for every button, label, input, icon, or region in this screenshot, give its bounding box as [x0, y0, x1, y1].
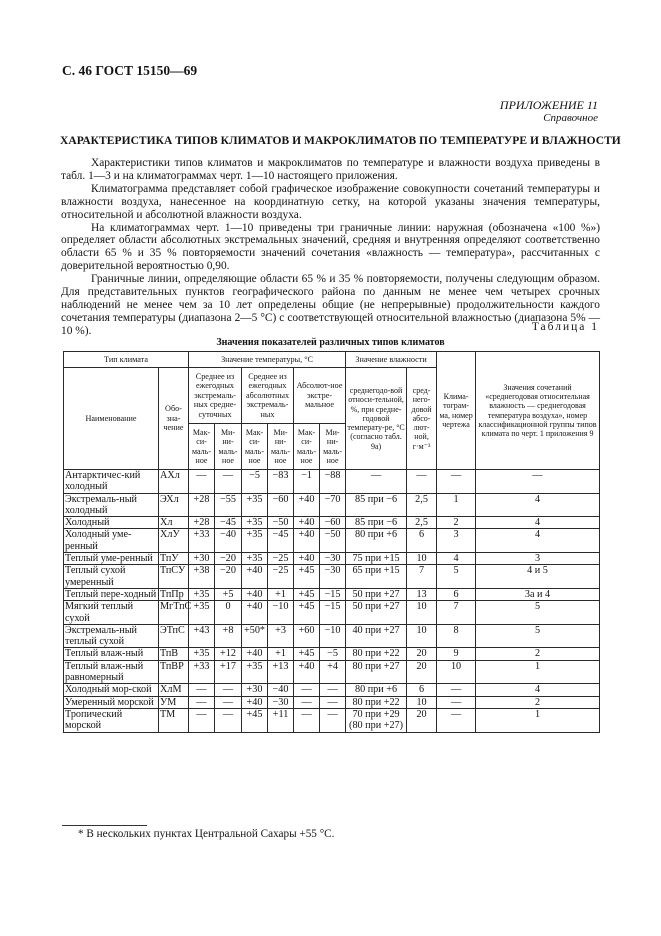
- table-row: [64, 696, 600, 708]
- cell-group: 4 и 5: [476, 565, 600, 589]
- cell-climatogram: —: [437, 696, 476, 708]
- cell-avg-abs-min: −10: [268, 601, 294, 625]
- cell-avg-abs-min: −25: [268, 565, 294, 589]
- cell-avg-abs-min: +11: [268, 708, 294, 732]
- cell-avg-daily-min: —: [215, 696, 242, 708]
- cell-climatogram: 6: [437, 588, 476, 600]
- cell-avg-daily-max: +38: [189, 565, 215, 589]
- cell-relative-humidity: 80 при +6: [346, 529, 407, 553]
- table-row: [64, 660, 600, 684]
- paragraph: Характеристики типов климатов и макроклиматов по температуре и влажности воздуха приведены в табл. 1—3 и на климатограммах черт. 1—10 настоящего приложения.: [61, 157, 600, 182]
- cell-avg-abs-max: +30: [242, 684, 268, 696]
- table-label: Таблица 1: [531, 321, 599, 333]
- header-max: Мак-си-маль-ное: [242, 424, 268, 470]
- cell-climatogram: 10: [437, 660, 476, 684]
- table-body: [64, 470, 600, 733]
- cell-absolute-humidity: 20: [407, 648, 437, 660]
- cell-avg-abs-max: +50*: [242, 624, 268, 648]
- footnote: * В нескольких пунктах Центральной Сахары +55 °С.: [78, 828, 335, 840]
- cell-abs-extreme-max: +40: [294, 553, 320, 565]
- header-max: Мак-си-маль-ное: [189, 424, 215, 470]
- cell-relative-humidity: —: [346, 470, 407, 494]
- cell-avg-abs-min: −50: [268, 517, 294, 529]
- cell-name: Холодный уме-ренный: [64, 529, 159, 553]
- cell-abs-extreme-max: −1: [294, 470, 320, 494]
- cell-abs-extreme-min: −50: [320, 529, 346, 553]
- cell-absolute-humidity: 13: [407, 588, 437, 600]
- cell-absolute-humidity: 10: [407, 553, 437, 565]
- cell-abs-extreme-max: +40: [294, 660, 320, 684]
- cell-avg-daily-max: +30: [189, 553, 215, 565]
- cell-avg-abs-min: +3: [268, 624, 294, 648]
- cell-group: 1: [476, 708, 600, 732]
- cell-relative-humidity: 80 при +22: [346, 696, 407, 708]
- cell-relative-humidity: 65 при +15: [346, 565, 407, 589]
- cell-designation: Хл: [159, 517, 189, 529]
- cell-climatogram: —: [437, 708, 476, 732]
- cell-name: Теплый влаж-ный равномерный: [64, 660, 159, 684]
- cell-abs-extreme-min: +4: [320, 660, 346, 684]
- cell-absolute-humidity: 20: [407, 708, 437, 732]
- paragraph: Граничные линии, определяющие области 65 % и 35 % повторяемости, получены следующим образом. Для представительных пунктов географического района по данным не менее чем четырех срочных наблюдений не менее чем за 10 лет определены общие (не непрерывные) продолжительности каждого сочетания температуры (диапазона 2—5 °С) с соответствующей относительной влажностью (диапазона 5% — 10 %).: [61, 273, 600, 337]
- cell-climatogram: 3: [437, 529, 476, 553]
- header-absolute-humidity: сред-него-довой абсо-лют-ной, г·м⁻³: [407, 368, 437, 470]
- cell-absolute-humidity: 6: [407, 529, 437, 553]
- cell-relative-humidity: 50 при +27: [346, 588, 407, 600]
- table-row: [64, 553, 600, 565]
- header-designation: Обо-зна-чение: [159, 368, 189, 470]
- cell-relative-humidity: 80 при +6: [346, 684, 407, 696]
- cell-abs-extreme-max: —: [294, 708, 320, 732]
- cell-designation: ЭХл: [159, 493, 189, 517]
- cell-abs-extreme-max: +45: [294, 601, 320, 625]
- table-row: [64, 565, 600, 589]
- paragraph: На климатограммах черт. 1—10 приведены три граничные линии: наружная (обозначена «100 %») определяет области абсолютных экстремальных значений, средняя и внутренняя определяют соответственно области 65 % и 35 % повторяемости значений сочетания «влажность — температура», рассчитанных с доверительной вероятностью 0,90.: [61, 221, 600, 273]
- cell-abs-extreme-min: −88: [320, 470, 346, 494]
- cell-avg-abs-min: +1: [268, 588, 294, 600]
- table-row: [64, 684, 600, 696]
- cell-designation: МгТпС: [159, 601, 189, 625]
- cell-designation: ТпПр: [159, 588, 189, 600]
- cell-avg-daily-max: +33: [189, 660, 215, 684]
- table-row: [64, 601, 600, 625]
- cell-avg-abs-max: +35: [242, 553, 268, 565]
- header-temperature: Значение температуры, °С: [189, 352, 346, 368]
- cell-designation: ЭТпС: [159, 624, 189, 648]
- cell-avg-daily-max: +35: [189, 588, 215, 600]
- cell-designation: ТпВР: [159, 660, 189, 684]
- cell-avg-daily-min: —: [215, 684, 242, 696]
- cell-avg-abs-max: +35: [242, 493, 268, 517]
- cell-climatogram: 8: [437, 624, 476, 648]
- cell-designation: ТМ: [159, 708, 189, 732]
- cell-name: Теплый влаж-ный: [64, 648, 159, 660]
- cell-abs-extreme-max: —: [294, 696, 320, 708]
- cell-designation: ТпУ: [159, 553, 189, 565]
- cell-avg-abs-min: −45: [268, 529, 294, 553]
- footnote-divider: [62, 825, 147, 826]
- table-row: [64, 624, 600, 648]
- cell-group: 3: [476, 553, 600, 565]
- cell-name: Мягкий теплый сухой: [64, 601, 159, 625]
- cell-name: Тропический морской: [64, 708, 159, 732]
- cell-avg-daily-max: +43: [189, 624, 215, 648]
- cell-avg-daily-min: +5: [215, 588, 242, 600]
- table-row: [64, 708, 600, 732]
- cell-designation: АХл: [159, 470, 189, 494]
- cell-absolute-humidity: —: [407, 470, 437, 494]
- cell-climatogram: 4: [437, 553, 476, 565]
- cell-group: 4: [476, 493, 600, 517]
- cell-avg-abs-max: +40: [242, 696, 268, 708]
- cell-group: 3a и 4: [476, 588, 600, 600]
- table-row: [64, 517, 600, 529]
- cell-avg-daily-min: −40: [215, 529, 242, 553]
- header-min: Ми-ни-маль-ное: [215, 424, 242, 470]
- header-min: Ми-ни-маль-ное: [320, 424, 346, 470]
- cell-avg-daily-max: —: [189, 684, 215, 696]
- cell-name: Теплый пере-ходный: [64, 588, 159, 600]
- cell-absolute-humidity: 2,5: [407, 493, 437, 517]
- cell-avg-abs-min: +13: [268, 660, 294, 684]
- table-caption: Значения показателей различных типов климатов: [216, 337, 445, 348]
- cell-relative-humidity: 85 при −6: [346, 493, 407, 517]
- cell-avg-abs-min: −83: [268, 470, 294, 494]
- cell-name: Антарктичес-кий холодный: [64, 470, 159, 494]
- cell-avg-abs-max: +35: [242, 517, 268, 529]
- paragraph: Климатограмма представляет собой графическое изображение совокупности сочетаний температуры и влажности воздуха, нанесенное на координатную сетку, на которой указаны значения температуры, относительной и абсолютной влажности воздуха.: [61, 182, 600, 221]
- appendix-sublabel: Справочное: [543, 112, 598, 124]
- cell-designation: УМ: [159, 696, 189, 708]
- cell-designation: ТпВ: [159, 648, 189, 660]
- header-climatogram: Клима-тограм-ма, номер чертежа: [437, 352, 476, 470]
- cell-climatogram: 7: [437, 601, 476, 625]
- header-avg-absolute: Среднее из ежегодных абсолютных экстремаль-ных: [242, 368, 294, 424]
- cell-name: Умеренный морской: [64, 696, 159, 708]
- cell-abs-extreme-max: +45: [294, 588, 320, 600]
- cell-absolute-humidity: 7: [407, 565, 437, 589]
- header-relative-humidity: среднегодо-вой относи-тельной, %, при средне-годовой температу-ре, °С (согласно табл. 9а): [346, 368, 407, 470]
- cell-avg-daily-min: −20: [215, 565, 242, 589]
- cell-climatogram: 9: [437, 648, 476, 660]
- cell-avg-abs-max: +45: [242, 708, 268, 732]
- cell-relative-humidity: 75 при +15: [346, 553, 407, 565]
- cell-abs-extreme-min: −10: [320, 624, 346, 648]
- cell-avg-daily-min: 0: [215, 601, 242, 625]
- header-combinations: Значения сочетаний «среднегодовая относительная влажность — среднегодовая температура воздуха», номер классификационной группы типов климата по черт. 1 приложения 9: [476, 352, 600, 470]
- cell-relative-humidity: 80 при +27: [346, 660, 407, 684]
- cell-avg-daily-max: —: [189, 470, 215, 494]
- cell-climatogram: —: [437, 470, 476, 494]
- cell-name: Теплый сухой умеренный: [64, 565, 159, 589]
- cell-relative-humidity: 50 при +27: [346, 601, 407, 625]
- cell-group: —: [476, 470, 600, 494]
- cell-name: Холодный мор-ской: [64, 684, 159, 696]
- cell-abs-extreme-max: +45: [294, 565, 320, 589]
- header-min: Ми-ни-маль-ное: [268, 424, 294, 470]
- cell-group: 5: [476, 601, 600, 625]
- cell-climatogram: —: [437, 684, 476, 696]
- header-max: Мак-си-маль-ное: [294, 424, 320, 470]
- table-row: [64, 470, 600, 494]
- cell-avg-daily-min: +8: [215, 624, 242, 648]
- cell-abs-extreme-min: −60: [320, 517, 346, 529]
- header-climate-type: Тип климата: [64, 352, 189, 368]
- cell-avg-daily-max: +33: [189, 529, 215, 553]
- table-row: [64, 493, 600, 517]
- cell-avg-daily-min: −55: [215, 493, 242, 517]
- cell-avg-abs-min: +1: [268, 648, 294, 660]
- cell-group: 4: [476, 529, 600, 553]
- cell-abs-extreme-max: +40: [294, 529, 320, 553]
- cell-climatogram: 1: [437, 493, 476, 517]
- cell-group: 1: [476, 660, 600, 684]
- cell-avg-daily-max: +28: [189, 493, 215, 517]
- appendix-label-block: [500, 99, 598, 125]
- cell-avg-daily-max: +35: [189, 648, 215, 660]
- table-row: [64, 529, 600, 553]
- cell-abs-extreme-max: +60: [294, 624, 320, 648]
- cell-avg-daily-max: +28: [189, 517, 215, 529]
- cell-avg-abs-min: −25: [268, 553, 294, 565]
- cell-name: Экстремаль-ный теплый сухой: [64, 624, 159, 648]
- cell-abs-extreme-max: +40: [294, 493, 320, 517]
- cell-abs-extreme-max: +45: [294, 648, 320, 660]
- cell-abs-extreme-max: —: [294, 684, 320, 696]
- cell-avg-daily-min: +17: [215, 660, 242, 684]
- climate-table: [63, 351, 600, 733]
- cell-avg-abs-max: +40: [242, 588, 268, 600]
- cell-designation: ТпСУ: [159, 565, 189, 589]
- cell-relative-humidity: 85 при −6: [346, 517, 407, 529]
- cell-name: Экстремаль-ный холодный: [64, 493, 159, 517]
- cell-avg-abs-max: −5: [242, 470, 268, 494]
- page-header: С. 46 ГОСТ 15150—69: [62, 63, 198, 78]
- cell-relative-humidity: 40 при +27: [346, 624, 407, 648]
- cell-avg-daily-min: —: [215, 470, 242, 494]
- header-avg-daily: Среднее из ежегодных экстремаль-ных средне-суточных: [189, 368, 242, 424]
- cell-group: 4: [476, 517, 600, 529]
- cell-group: 5: [476, 624, 600, 648]
- cell-name: Теплый уме-ренный: [64, 553, 159, 565]
- cell-relative-humidity: 70 при +29 (80 при +27): [346, 708, 407, 732]
- cell-abs-extreme-min: −30: [320, 553, 346, 565]
- cell-group: 4: [476, 684, 600, 696]
- cell-abs-extreme-min: —: [320, 696, 346, 708]
- header-humidity: Значение влажности: [346, 352, 437, 368]
- cell-avg-daily-min: −20: [215, 553, 242, 565]
- header-name: Наименование: [64, 368, 159, 470]
- cell-climatogram: 5: [437, 565, 476, 589]
- cell-abs-extreme-max: +40: [294, 517, 320, 529]
- cell-avg-abs-max: +40: [242, 565, 268, 589]
- table-row: [64, 588, 600, 600]
- cell-avg-daily-min: —: [215, 708, 242, 732]
- cell-group: 2: [476, 648, 600, 660]
- cell-avg-daily-max: —: [189, 708, 215, 732]
- body-text: [61, 157, 600, 338]
- cell-avg-abs-max: +40: [242, 601, 268, 625]
- header-absolute-extreme: Абсолют-ное экстре-мальное: [294, 368, 346, 424]
- cell-name: Холодный: [64, 517, 159, 529]
- cell-avg-daily-max: —: [189, 696, 215, 708]
- cell-abs-extreme-min: −70: [320, 493, 346, 517]
- cell-absolute-humidity: 6: [407, 684, 437, 696]
- cell-avg-abs-max: +35: [242, 529, 268, 553]
- cell-absolute-humidity: 2,5: [407, 517, 437, 529]
- cell-designation: ХлМ: [159, 684, 189, 696]
- cell-avg-abs-max: +35: [242, 660, 268, 684]
- cell-climatogram: 2: [437, 517, 476, 529]
- appendix-label: ПРИЛОЖЕНИЕ 11: [499, 98, 598, 112]
- table-row: [64, 648, 600, 660]
- cell-designation: ХлУ: [159, 529, 189, 553]
- document-title: ХАРАКТЕРИСТИКА ТИПОВ КЛИМАТОВ И МАКРОКЛИМАТОВ ПО ТЕМПЕРАТУРЕ И ВЛАЖНОСТИ: [60, 135, 621, 147]
- cell-abs-extreme-min: —: [320, 708, 346, 732]
- cell-avg-daily-max: +35: [189, 601, 215, 625]
- cell-group: 2: [476, 696, 600, 708]
- cell-avg-abs-min: −60: [268, 493, 294, 517]
- cell-absolute-humidity: 20: [407, 660, 437, 684]
- cell-absolute-humidity: 10: [407, 696, 437, 708]
- cell-abs-extreme-min: —: [320, 684, 346, 696]
- cell-abs-extreme-min: −15: [320, 588, 346, 600]
- cell-avg-daily-min: −45: [215, 517, 242, 529]
- cell-relative-humidity: 80 при +22: [346, 648, 407, 660]
- cell-avg-abs-min: −30: [268, 696, 294, 708]
- cell-avg-daily-min: +12: [215, 648, 242, 660]
- cell-absolute-humidity: 10: [407, 601, 437, 625]
- cell-avg-abs-min: −40: [268, 684, 294, 696]
- cell-abs-extreme-min: −30: [320, 565, 346, 589]
- cell-avg-abs-max: +40: [242, 648, 268, 660]
- cell-absolute-humidity: 10: [407, 624, 437, 648]
- cell-abs-extreme-min: −5: [320, 648, 346, 660]
- cell-abs-extreme-min: −15: [320, 601, 346, 625]
